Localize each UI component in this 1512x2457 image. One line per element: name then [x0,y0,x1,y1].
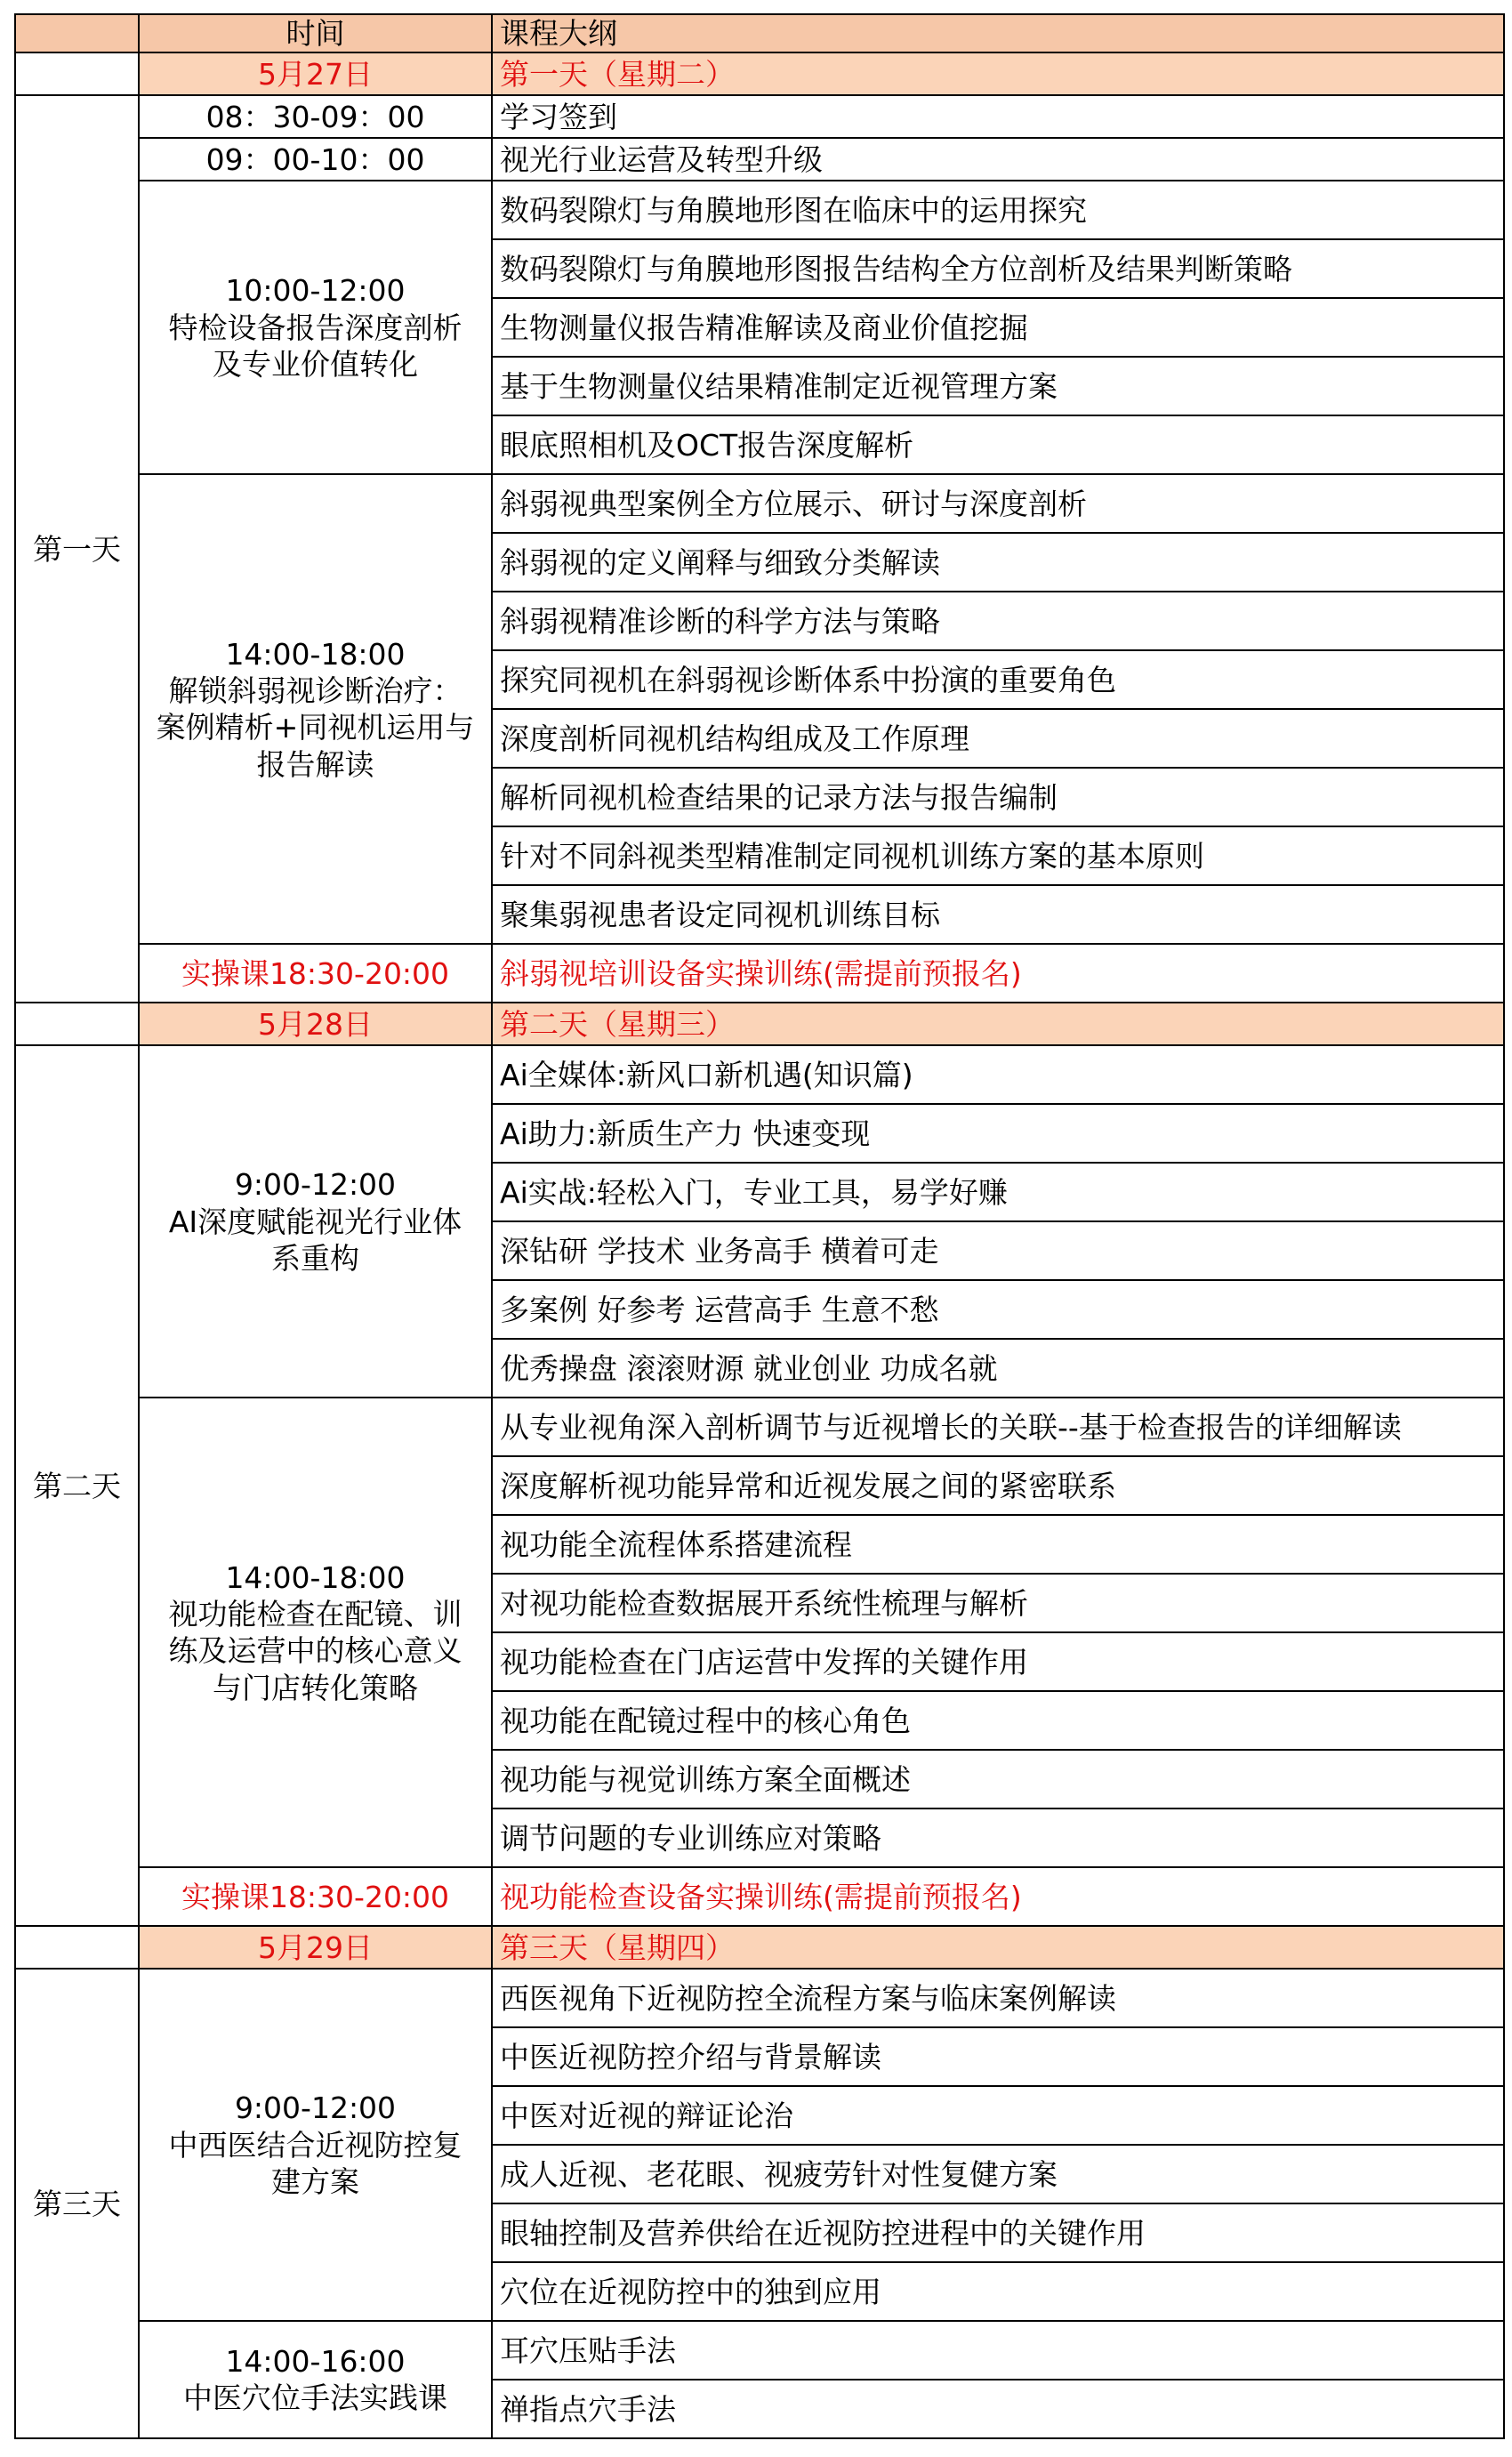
outline-item: 西医视角下近视防控全流程方案与临床案例解读 [492,1969,1504,2027]
day-date: 5月28日 [139,1003,492,1045]
session-time: 14:00-16:00 [225,2344,406,2379]
session-title-line: 中西医结合近视防控复 [168,2127,462,2163]
date-row-blank [15,1926,139,1969]
schedule-row [15,1045,1504,1104]
outline-item: 视功能全流程体系搭建流程 [492,1515,1504,1574]
session-title-line: 建方案 [271,2163,359,2199]
outline-item: 深度剖析同视机结构组成及工作原理 [492,709,1504,768]
outline-item: 视光行业运营及转型升级 [492,138,1504,181]
time-cell: 08：30-09：00 [139,95,492,138]
date-row [15,52,1504,95]
schedule-row [15,2321,1504,2380]
session-time: 14:00-18:00 [225,1559,406,1595]
outline-item: 探究同视机在斜弱视诊断体系中扮演的重要角色 [492,650,1504,709]
outline-item: 针对不同斜视类型精准制定同视机训练方案的基本原则 [492,826,1504,885]
outline-item: 禅指点穴手法 [492,2380,1504,2438]
header-time: 时间 [139,14,492,52]
day-weekday: 第一天（星期二） [492,52,1504,95]
session-title-line: 及专业价值转化 [213,346,418,382]
session-title-line: AI深度赋能视光行业体 [168,1204,462,1239]
outline-item: 成人近视、老花眼、视疲劳针对性复健方案 [492,2145,1504,2203]
practice-row [15,1867,1504,1926]
outline-item: 中医近视防控介绍与背景解读 [492,2027,1504,2086]
session-cell [139,1045,492,1398]
outline-item: 视功能在配镜过程中的核心角色 [492,1691,1504,1750]
session-title-line: 中医穴位手法实践课 [183,2380,447,2416]
date-row-blank [15,1003,139,1045]
outline-item: 从专业视角深入剖析调节与近视增长的关联--基于检查报告的详细解读 [492,1398,1504,1456]
course-schedule-table [14,13,1505,2439]
outline-item: Ai实战:轻松入门，专业工具，易学好赚 [492,1163,1504,1221]
outline-item: 学习签到 [492,95,1504,138]
outline-item: 对视功能检查数据展开系统性梳理与解析 [492,1574,1504,1632]
session-time: 9:00-12:00 [234,1167,397,1203]
outline-item: 深钻研 学技术 业务高手 横着可走 [492,1221,1504,1280]
header-outline: 课程大纲 [492,14,1504,52]
session-cell [139,1398,492,1867]
schedule-row [15,95,1504,138]
outline-item: 眼轴控制及营养供给在近视防控进程中的关键作用 [492,2203,1504,2262]
schedule-row [15,138,1504,181]
session-cell [139,181,492,474]
date-row [15,1003,1504,1045]
outline-item: 生物测量仪报告精准解读及商业价值挖掘 [492,298,1504,357]
schedule-row [15,1398,1504,1456]
date-row [15,1926,1504,1969]
session-cell [139,1969,492,2321]
day-label: 第二天 [15,1045,139,1926]
time-cell: 09：00-10：00 [139,138,492,181]
day-date: 5月29日 [139,1926,492,1969]
header-row [15,14,1504,52]
session-title-line: 报告解读 [256,746,374,782]
session-cell [139,2321,492,2438]
outline-item: 基于生物测量仪结果精准制定近视管理方案 [492,357,1504,415]
practice-time: 实操课18:30-20:00 [139,1867,492,1926]
session-cell [139,474,492,944]
outline-item: 斜弱视典型案例全方位展示、研讨与深度剖析 [492,474,1504,533]
outline-item: 聚集弱视患者设定同视机训练目标 [492,885,1504,944]
outline-item: 调节问题的专业训练应对策略 [492,1809,1504,1867]
practice-item: 斜弱视培训设备实操训练(需提前预报名) [492,944,1504,1003]
outline-item: 多案例 好参考 运营高手 生意不愁 [492,1280,1504,1339]
outline-item: 中医对近视的辩证论治 [492,2086,1504,2145]
outline-item: 视功能检查在门店运营中发挥的关键作用 [492,1632,1504,1691]
outline-item: Ai全媒体:新风口新机遇(知识篇) [492,1045,1504,1104]
outline-item: 解析同视机检查结果的记录方法与报告编制 [492,768,1504,826]
schedule-row [15,181,1504,239]
practice-time: 实操课18:30-20:00 [139,944,492,1003]
header-blank [15,14,139,52]
session-title-line: 案例精析+同视机运用与 [156,710,475,745]
day-weekday: 第二天（星期三） [492,1003,1504,1045]
day-weekday: 第三天（星期四） [492,1926,1504,1969]
schedule-row [15,1969,1504,2027]
outline-item: 斜弱视精准诊断的科学方法与策略 [492,592,1504,650]
schedule-row [15,474,1504,533]
outline-item: 数码裂隙灯与角膜地形图报告结构全方位剖析及结果判断策略 [492,239,1504,298]
day-label: 第一天 [15,95,139,1003]
day-label: 第三天 [15,1969,139,2438]
outline-item: 耳穴压贴手法 [492,2321,1504,2380]
outline-item: 深度解析视功能异常和近视发展之间的紧密联系 [492,1456,1504,1515]
outline-item: 数码裂隙灯与角膜地形图在临床中的运用探究 [492,181,1504,239]
session-title-line: 练及运营中的核心意义 [168,1633,462,1669]
outline-item: 优秀操盘 滚滚财源 就业创业 功成名就 [492,1339,1504,1398]
practice-row [15,944,1504,1003]
session-title-line: 特检设备报告深度剖析 [168,310,462,345]
practice-item: 视功能检查设备实操训练(需提前预报名) [492,1867,1504,1926]
session-title-line: 视功能检查在配镜、训 [168,1597,462,1631]
session-title-line: 解锁斜弱视诊断治疗： [168,673,462,708]
session-time: 10:00-12:00 [225,273,406,309]
outline-item: Ai助力:新质生产力 快速变现 [492,1104,1504,1163]
session-time: 14:00-18:00 [225,636,406,672]
outline-item: 视功能与视觉训练方案全面概述 [492,1750,1504,1809]
date-row-blank [15,52,139,95]
session-time: 9:00-12:00 [234,2090,397,2126]
outline-item: 眼底照相机及OCT报告深度解析 [492,415,1504,474]
outline-item: 穴位在近视防控中的独到应用 [492,2262,1504,2321]
day-date: 5月27日 [139,52,492,95]
session-title-line: 与门店转化策略 [213,1670,418,1705]
session-title-line: 系重构 [271,1240,359,1276]
outline-item: 斜弱视的定义阐释与细致分类解读 [492,533,1504,592]
